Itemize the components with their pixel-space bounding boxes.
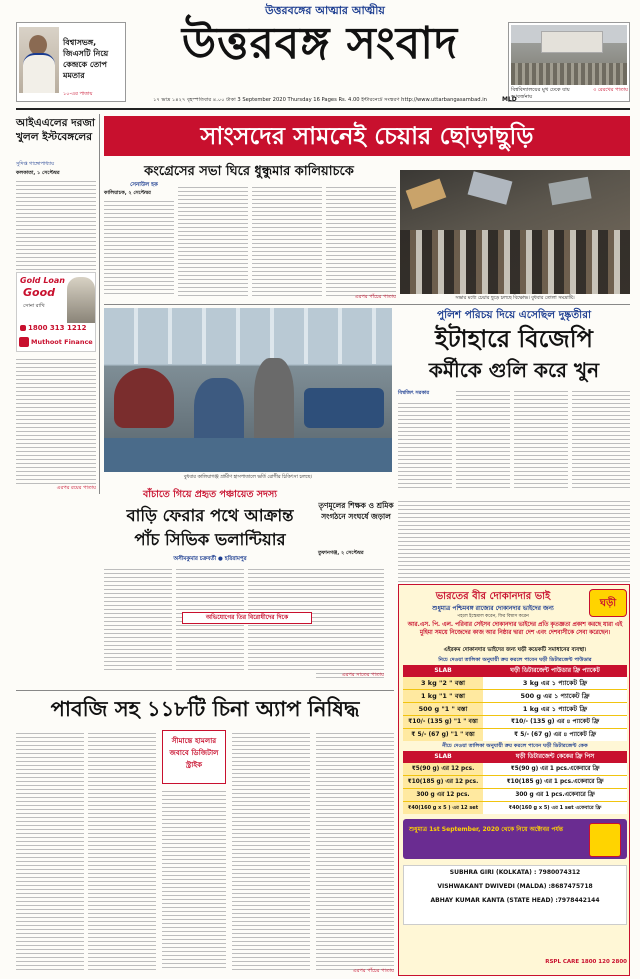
etahar-lower-cols	[398, 498, 630, 582]
masthead	[0, 0, 640, 108]
t1-cell: ₹ 5/- (67 g) "1 " বস্তা	[403, 729, 483, 741]
ghadi-table2	[403, 751, 627, 814]
etahar-headline-1[interactable]: ইটাহারে বিজেপি	[435, 325, 593, 353]
pubg-story	[16, 694, 394, 976]
ghadi-ad[interactable]	[398, 584, 630, 976]
right-teaser-page: ৩ রেরখের পাতায়	[593, 87, 628, 93]
t2-cell: ₹10(185 g) এর 12 pcs.	[403, 776, 483, 788]
t2-cell: ₹5(90 g) এর 1 pcs.একেবারে ফ্রি	[483, 763, 627, 775]
masthead-rule	[16, 108, 630, 110]
civic-kicker: বাঁচাতে গিয়ে প্রহৃত পঞ্চায়েত সদস্য	[142, 489, 278, 500]
t2-cell: ₹40(160 g x 5) এর 1 set একেবারে ফ্রি	[483, 802, 627, 814]
t1-row	[403, 665, 627, 677]
t1-head-right: ঘড়ী ডিটারজেন্ট পাউডার ফ্রি প্যাকেট	[483, 665, 627, 677]
ghadi-title: ভারতের বীর দোকানদার ভাই	[435, 591, 551, 602]
ghadi-table1	[403, 665, 627, 741]
pubg-col5	[316, 730, 394, 970]
ghadi-logo	[589, 589, 627, 617]
etahar-col3	[514, 388, 568, 490]
etahar-byline: বিশ্বজিৎ সরকার	[398, 390, 430, 396]
lead-bottom-rule	[104, 304, 630, 305]
t1-cell: ₹ 5/- (67 g) এর ৪ প্যাকেট ফ্রি	[483, 729, 627, 741]
tmc-byline: তুফানগঞ্জ, ২ সেপ্টেম্বর	[318, 550, 364, 556]
lead-body-col2	[178, 184, 248, 296]
ghadi-slogan: পহলে ইস্তেমাল করেন, ফির বিশ্বাস করেন	[457, 614, 529, 619]
left-headline: আইএএলের দরজা খুলল ইস্টবেঙ্গলের	[16, 117, 95, 143]
civic-byline: অসীমকুমার চক্রবর্তী ● হরিরামপুর	[173, 556, 247, 562]
etahar-col1	[398, 400, 452, 490]
tagline: উত্তরবঙ্গের আত্মার আত্মীয়	[265, 4, 385, 17]
ghadi-brand: ঘড়ী	[599, 598, 617, 609]
muthoot-logo-icon	[19, 337, 29, 347]
right-teaser[interactable]	[508, 22, 630, 102]
ad-gold-loan: Gold Loan	[20, 276, 66, 285]
lead-photo-caption: সভার মধ্যে চেয়ার ছুড়ে চলছে বিক্ষোভ। বুধবার তোলা সমদ্রাষ্টি।	[455, 296, 575, 301]
muthoot-ad[interactable]	[16, 272, 96, 352]
lead-continued: এরপর পাঁচের পাতায়	[354, 294, 396, 300]
ghadi-offer: এইরকম দোকানদার ভাইদের জন্য ঘড়ী কয়েকটি সমাধানের ব্যবস্থা।	[443, 647, 587, 653]
pubg-sub: সীমান্তে হামলার জবাবে ডিজিটাল স্ট্রাইক	[162, 730, 226, 784]
civic-lower-cols	[316, 566, 384, 678]
etahar-story	[398, 308, 630, 494]
pubg-col2	[88, 730, 156, 970]
left-column	[16, 114, 96, 494]
t1-cell: 1 kg "1 " বস্তা	[403, 690, 483, 702]
lead-story	[104, 114, 630, 302]
t1-row	[403, 703, 627, 716]
tmc-headline[interactable]: তৃণমূলের শিক্ষক ও শ্রমিক সংগঠনে সংঘর্ষে জড়াল	[318, 501, 394, 521]
t2-cell: ₹40(160 g x 5 ) এর 12 set	[403, 802, 483, 814]
civic-continued: এরপর সাতের পাতায়	[341, 672, 384, 678]
t1-row	[403, 716, 627, 729]
masthead-title: উত্তরবঙ্গ সংবাদ	[181, 18, 459, 69]
t2-row	[403, 751, 627, 763]
civic-col1	[104, 566, 172, 672]
t2-row	[403, 763, 627, 776]
ghadi-table1-title: নিচে দেওয়া তালিকা অনুযায়ী ক্রয় করলে পাবেন ঘড়ী ডিটারজেন্ট পাউডার	[438, 657, 592, 663]
tmc-story	[318, 500, 394, 564]
contact-line[interactable]: VISHWAKANT DWIVEDI (MALDA) :8687475718	[437, 883, 593, 890]
etahar-kicker: পুলিশ পরিচয় দিয়ে এসেছিল দুষ্কৃতীরা	[436, 309, 592, 321]
t2-cell: ₹5(90 g) এর 12 pcs.	[403, 763, 483, 775]
left-teaser[interactable]	[16, 22, 126, 102]
t1-cell: 500 g এর ১ প্যাকেট ফ্রি	[483, 690, 627, 702]
pubg-continued: এরপর পাঁচের পাতায়	[352, 968, 394, 974]
t2-row	[403, 789, 627, 802]
t2-head-right: ঘড়ী ডিটারজেন্ট কেকের ফ্রি পিস	[483, 751, 627, 763]
left-teaser-text: বিশ্বাসভঙ্গ, জিএসটি নিয়ে কেন্দ্রকে তোপ মমতার	[63, 38, 109, 80]
ghadi-table2-title: নীচে দেওয়া তালিকা অনুযায়ী ক্রয় করলে পাবেন ঘড়ী ডিটারজেন্ট কেক	[442, 743, 588, 749]
t1-cell: 1 kg এর ১ প্যাকেট ফ্রি	[483, 703, 627, 715]
right-teaser-text: বিশ্ববিদ্যালয়ের মুখ ঢেকে যায় আবর্জনায়	[511, 87, 570, 100]
ghadi-validity	[403, 819, 627, 859]
pubg-top-rule	[16, 690, 394, 691]
t1-cell: ₹10/- (135 g) এর ৪ প্যাকেট ফ্রি	[483, 716, 627, 728]
ghadi-care: RSPL CARE 1800 120 2800	[545, 959, 627, 965]
t1-cell: ₹10/- (135 g) "1 " বস্তা	[403, 716, 483, 728]
ghadi-intro: আর.এস. পি. এল. পরিবার সেইসব দোকানদার ভাইদের প্রতি কৃতজ্ঞতা প্রকাশ করছে যারা এই মুহিমা সময়ে নিজেদের কাজ আর নিষ্ঠার দ্বারা দেশ এবং দেশবাসীকে সেবা করেছেন।	[407, 622, 623, 636]
pubg-col3	[162, 788, 226, 970]
t1-row	[403, 677, 627, 690]
contact-line[interactable]: SUBHRA GIRI (KOLKATA) : 7980074312	[449, 869, 581, 876]
lead-dateline: কালিয়াচক, ২ সেপ্টেম্বর	[104, 190, 151, 196]
ghadi-subtitle: শুধুমাত্র পশ্চিমবঙ্গ রাজ্যের দোকানদার ভাইদের জন্য	[432, 605, 554, 612]
hospital-caption: বুধবার কালিয়াগঞ্জ গ্রামীণ হাসপাতালে ভর্তি রোগীর চিকিৎসা চলছে।	[183, 475, 313, 480]
edition: MLD	[502, 96, 517, 103]
t1-cell: 3 kg এর ১ প্যাকেট ফ্রি	[483, 677, 627, 689]
t1-row	[403, 729, 627, 741]
left-lead: কলকাতা, ১ সেপ্টেম্বর	[16, 170, 60, 176]
civic-story	[104, 488, 316, 678]
pubg-headline[interactable]: পাবজি সহ ১১৮টি চিনা অ্যাপ নিষিদ্ধ	[50, 697, 360, 721]
left-continued: এরপর রয়ের পাতায়	[56, 485, 96, 491]
civic-headline-2[interactable]: পাঁচ সিভিক ভলান্টিয়ার	[134, 530, 286, 549]
civic-headline-1[interactable]: বাড়ি ফেরার পথে আক্রান্ত	[126, 506, 294, 525]
t1-row	[403, 690, 627, 703]
crowd-chair-photo[interactable]	[400, 170, 630, 294]
left-body-bottom	[16, 356, 96, 484]
etahar-col4	[572, 388, 630, 490]
hospital-photo[interactable]	[104, 308, 392, 472]
civic-boxed: অভিযোগের তির বিরোধীদের দিকে	[182, 612, 312, 624]
ghadi-pack-icon	[589, 823, 621, 857]
lead-body-col4	[326, 184, 396, 296]
ad-brand: Muthoot Finance	[31, 338, 93, 346]
etahar-col2	[456, 388, 510, 490]
dateline: ১৭ ভাদ্র ১৪২৭ বৃহস্পতিবার ৪.০০ টাকা 3 September 2020 Thursday 16 Pages Rs. 4.00 ইন্টারনেটে সংস্করণ http://www.uttarbangasambad.in	[153, 97, 487, 103]
t2-cell: 300 g এর 12 pcs.	[403, 789, 483, 801]
lead-body-col3	[252, 184, 322, 296]
pubg-col1	[16, 730, 84, 970]
t2-row	[403, 802, 627, 814]
mamata-photo	[19, 27, 59, 93]
ghadi-contacts	[403, 865, 627, 925]
lead-byline: সেনাউল হক	[130, 182, 158, 188]
t1-head-left: SLAB	[403, 665, 483, 677]
lead-body-col1	[104, 198, 174, 296]
ghadi-validity-text: শুধুমাত্র 1st September, 2020 থেকে নিয়ে অক্টোবর পর্যন্ত	[409, 826, 563, 833]
university-garbage-photo	[511, 25, 627, 85]
phone-icon	[20, 325, 26, 331]
left-byline: সুদিপ্ত গাঙ্গোপাধ্যায়	[16, 161, 55, 167]
t2-cell: ₹10(185 g) এর 1 pcs.একেবারে ফ্রি	[483, 776, 627, 788]
lead-headline[interactable]: সাংসদের সামনেই চেয়ার ছোড়াছুড়ি	[104, 116, 630, 156]
lead-subhead: কংগ্রেসের সভা ঘিরে ধুন্ধুমার কালিয়াচকে	[144, 164, 354, 179]
etahar-headline-2[interactable]: কর্মীকে গুলি করে খুন	[428, 358, 600, 382]
t1-cell: 3 kg "2 " বস্তা	[403, 677, 483, 689]
ad-sona: সোনা রাখি	[23, 303, 45, 309]
t2-cell: 300 g এর 1 pcs.একেবারে ফ্রি	[483, 789, 627, 801]
t2-head-left: SLAB	[403, 751, 483, 763]
contact-line[interactable]: ABHAY KUMAR KANTA (STATE HEAD) :7978442144	[430, 897, 600, 904]
left-col-rule	[99, 114, 100, 494]
ad-person	[67, 277, 95, 323]
left-body-top	[16, 178, 96, 270]
ad-good: Good	[23, 286, 56, 299]
ad-phone: 1800 313 1212	[28, 324, 87, 332]
t1-cell: 500 g "1 " বস্তা	[403, 703, 483, 715]
t2-row	[403, 776, 627, 789]
pubg-col4	[232, 730, 310, 970]
left-teaser-page: ১০-এর পাতায়	[63, 91, 93, 97]
